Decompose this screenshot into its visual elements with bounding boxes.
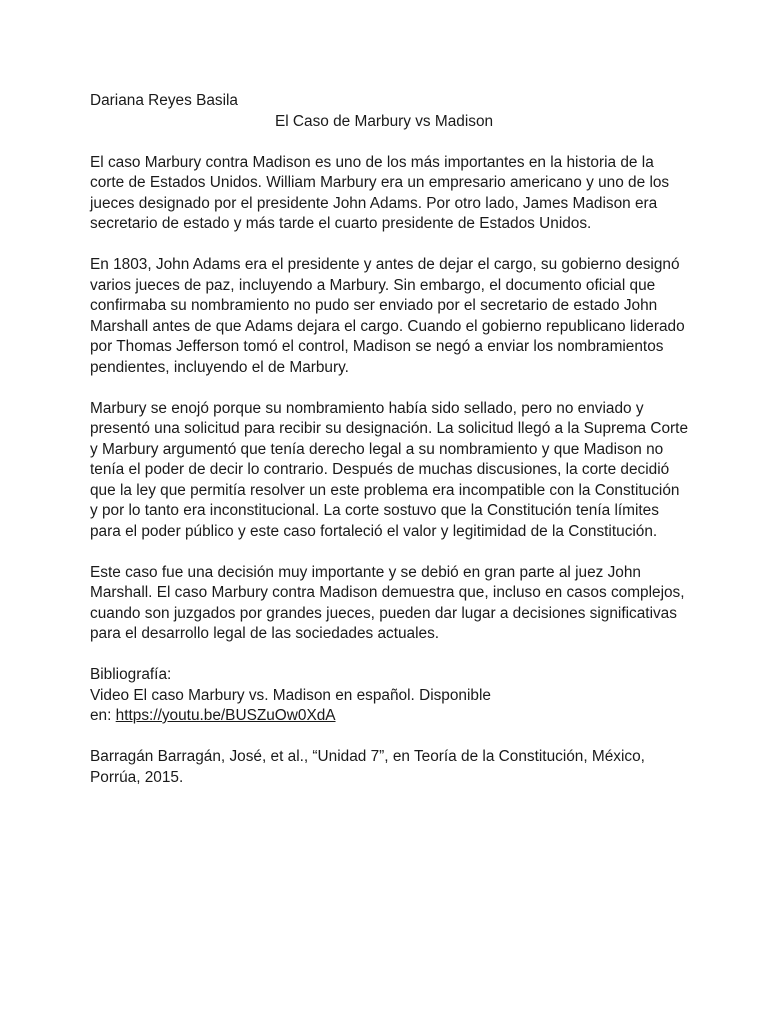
bibliography [90,665,690,788]
paragraph-line: Marshall antes de que Adams dejara el cargo. Cuando el gobierno republicano liderado [90,317,685,335]
bibliography-video-entry: Video El caso Marbury vs. Madison en español. Disponible [90,686,491,704]
paragraph-line: secretario de estado y más tarde el cuarto presidente de Estados Unidos. [90,215,592,232]
paragraph-3 [90,399,690,543]
paragraph-line: confirmaba su nombramiento no pudo ser enviado por el secretario de estado John [90,297,658,314]
paragraph-line: presentó una solicitud para recibir su designación. La solicitud llegó a la Suprema Corte [90,420,689,437]
link-prefix: en: [90,707,116,724]
paragraph-line: corte de Estados Unidos. William Marbury era un empresario americano y uno de los [90,174,670,191]
paragraph-line: por Thomas Jefferson tomó el control, Madison se negó a enviar los nombramientos [90,338,664,355]
paragraph-line: y por lo tanto era inconstitucional. La corte sostuvo que la Constitución tenía límites [90,502,659,519]
document-body [90,91,690,788]
bibliography-link-line [90,706,690,727]
paragraph-line: pendientes, incluyendo el de Marbury. [90,358,349,376]
paragraph-line: cuando son juzgados por grandes jueces, pueden dar lugar a decisiones significativas [90,604,677,622]
author-name: Dariana Reyes Basila [90,92,238,109]
bibliography-book-entry-cont: Porrúa, 2015. [90,768,184,786]
bibliography-book-entry: Barragán Barragán, José, et al., “Unidad 7”, en Teoría de la Constitución, México, [90,748,645,765]
paragraph-line: Este caso fue una decisión muy importante y se debió en gran parte al juez John [90,563,641,581]
paragraph-line: Marshall. El caso Marbury contra Madison demuestra que, incluso en casos complejos, [90,584,685,601]
video-link[interactable]: https://youtu.be/BUSZuOw0XdA [115,707,336,724]
paragraph-1 [90,153,690,235]
bibliography-heading: Bibliografía: [90,666,172,683]
paragraph-4 [90,563,690,645]
paragraph-line: varios jueces de paz, incluyendo a Marbury. Sin embargo, el documento oficial que [90,276,656,294]
paragraph-line: tenía el poder de decir lo contrario. Después de muchas discusiones, la corte decidió [90,461,670,478]
document-title: El Caso de Marbury vs Madison [274,112,494,130]
paragraph-line: para el desarrollo legal de las sociedades actuales. [90,625,440,642]
paragraph-line: para el poder público y este caso fortaleció el valor y legitimidad de la Constitución. [90,522,658,540]
paragraph-line: y Marbury argumentó que tenía derecho legal a su nombramiento y que Madison no [90,440,664,458]
paragraph-line: El caso Marbury contra Madison es uno de los más importantes en la historia de la [90,153,654,171]
paragraph-line: que la ley que permitía resolver un este problema era incompatible con la Constitución [90,481,680,499]
paragraph-line: Marbury se enojó porque su nombramiento había sido sellado, pero no enviado y [90,399,644,417]
paragraph-2 [90,255,690,378]
paragraph-line: jueces designado por el presidente John Adams. Por otro lado, James Madison era [90,194,658,212]
paragraph-line: En 1803, John Adams era el presidente y antes de dejar el cargo, su gobierno designó [90,256,680,273]
